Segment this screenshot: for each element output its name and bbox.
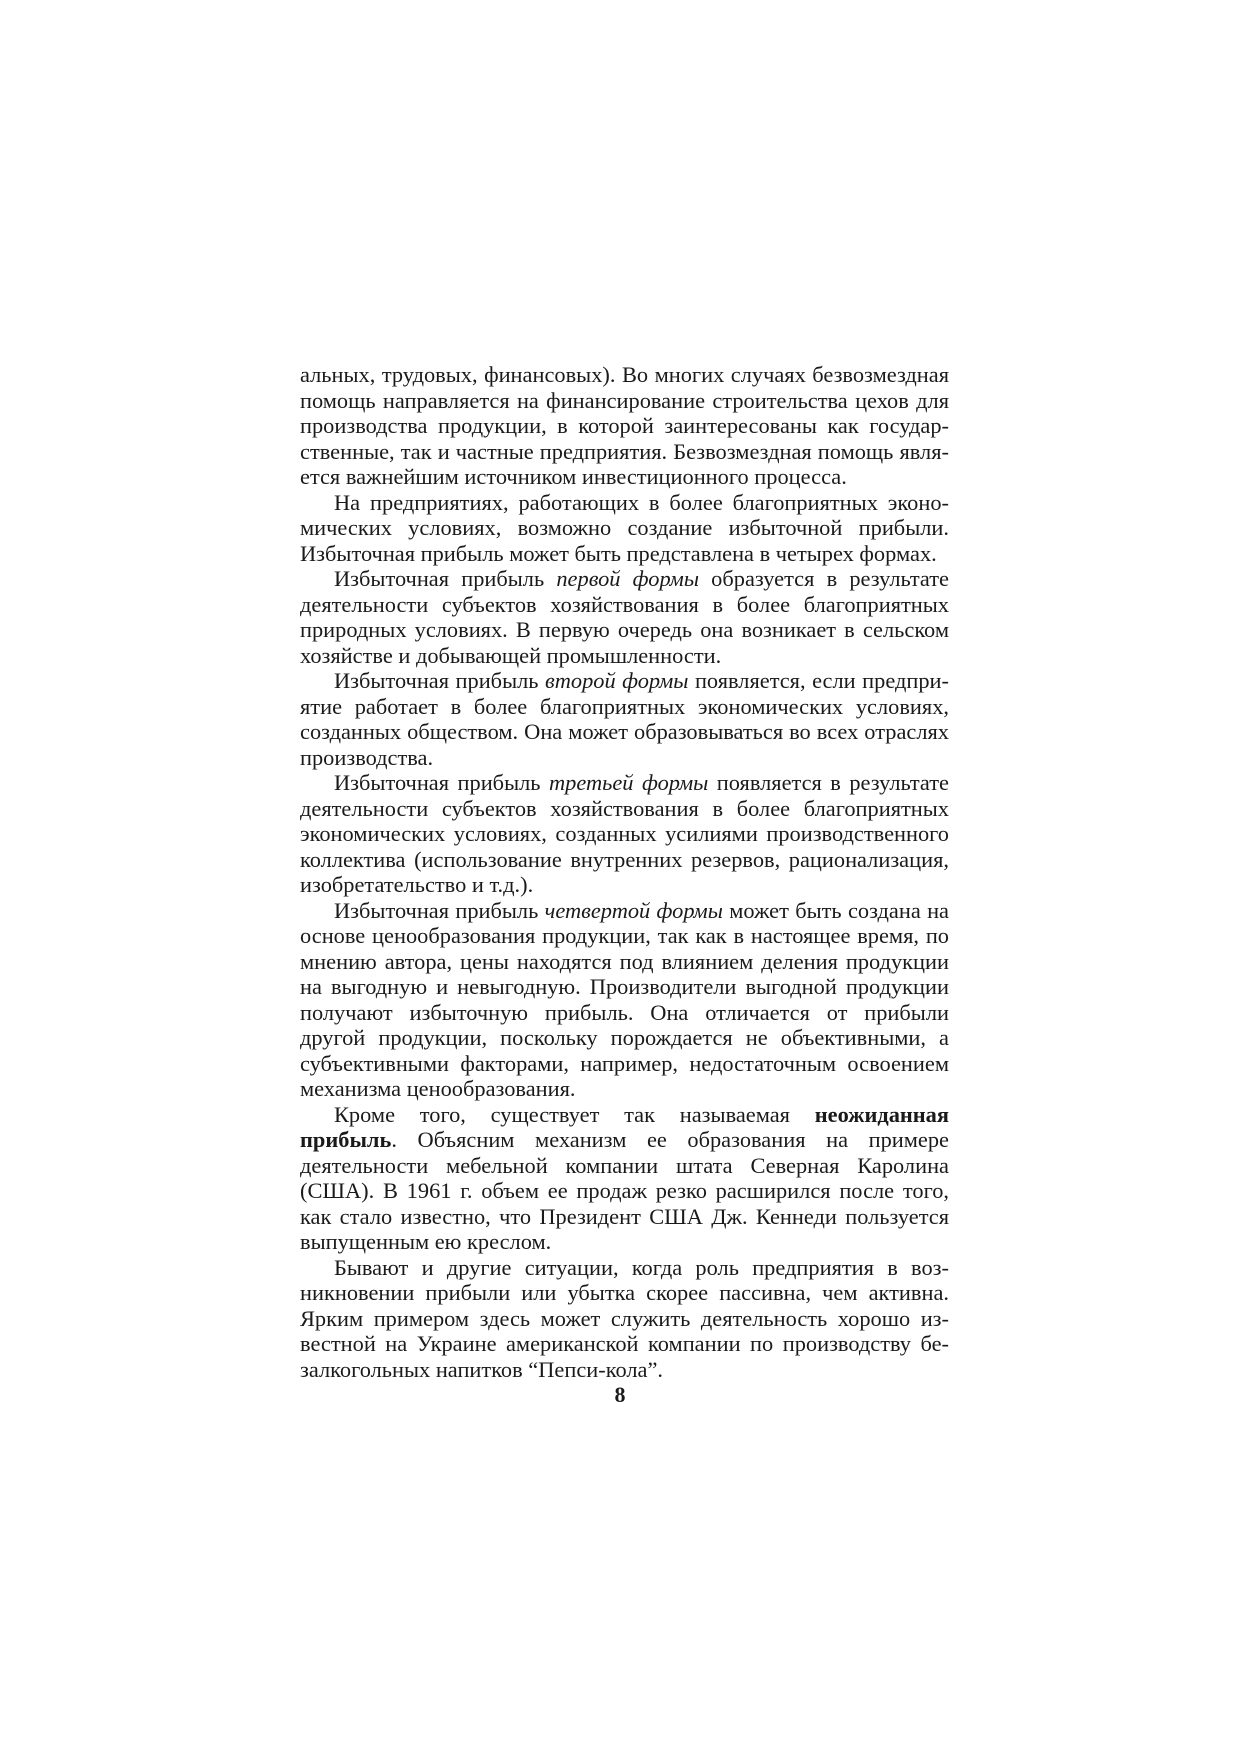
body-text bbox=[300, 362, 949, 1382]
text-run: появляется, если предприятие работает в более благоприятных экономических условиях, созданных обществом. Она может образовываться во всех отраслях производства. bbox=[300, 668, 949, 770]
paragraph bbox=[300, 1255, 949, 1383]
bold-term: неожиданная прибыль bbox=[300, 1101, 949, 1152]
text-run: альных, трудовых, финансовых). Во многих случаях безвозмездная помощь направляется на финансирование строительства цехов для производства продукции, в которой заинтересованы как государственные, так и частные предприятия. Безвозмездная помощь является важнейшим источником инвестиционного процесса. bbox=[300, 362, 949, 489]
text-run: . Объясним механизм ее образования на примере деятельности мебельной компании штата Северная Каролина (США). В 1961 г. объем ее продаж резко расширился после того, как стало известно, что Президент США Дж. Кеннеди пользуется выпущенным ею креслом. bbox=[300, 1127, 949, 1254]
paragraph bbox=[300, 898, 949, 1102]
text-run: Кроме того, существует так называемая bbox=[334, 1101, 815, 1127]
italic-term: четвертой формы bbox=[544, 897, 723, 923]
text-run: образуется в результате деятельности субъектов хозяйствования в более благоприятных природных условиях. В первую очередь она возникает в сельском хозяйстве и добывающей промышленности. bbox=[300, 566, 949, 668]
paragraph bbox=[300, 668, 949, 770]
italic-term: второй формы bbox=[544, 668, 689, 693]
text-run: Избыточная прибыль bbox=[334, 566, 557, 591]
text-run: Избыточная прибыль bbox=[334, 668, 545, 693]
paragraph bbox=[300, 490, 949, 567]
text-run: появляется в результате деятельности субъектов хозяйствования в более благоприятных экономических условиях, созданных усилиями производственного коллектива (использование внутренних резервов, рационализация, изобретательство и т.д.). bbox=[300, 770, 949, 897]
text-run: Бывают и другие ситуации, когда роль предприятия в возникновении прибыли или убытка скорее пассивна, чем активна. Ярким примером здесь может служить деятельность хорошо известной на Украине американской компании по производству безалкогольных напитков “Пепси-кола”. bbox=[300, 1254, 949, 1382]
page-number: 8 bbox=[614, 1382, 626, 1407]
text-run: Избыточная прибыль bbox=[334, 897, 545, 923]
paragraph bbox=[300, 770, 949, 898]
italic-term: первой формы bbox=[556, 566, 700, 591]
paragraph bbox=[300, 362, 949, 490]
text-run: На предприятиях, работающих в более благоприятных экономических условиях, возможно создание избыточной прибыли. Избыточная прибыль может быть представлена в четырех формах. bbox=[300, 489, 949, 566]
text-run: Избыточная прибыль bbox=[334, 770, 549, 795]
italic-term: третьей формы bbox=[548, 770, 709, 795]
text-run: может быть создана на основе ценообразования продукции, так как в настоящее время, по мнению автора, цены находятся под влиянием деления продукции на выгодную и невыгодную. Производители выгодной продукции получают избыточную прибыль. Она отличается от прибыли другой продукции, поскольку порождается не объективными, а субъективными факторами, например, недостаточным освоением механизма ценообразования. bbox=[300, 897, 949, 1101]
paragraph bbox=[300, 1102, 949, 1255]
paragraph bbox=[300, 566, 949, 668]
